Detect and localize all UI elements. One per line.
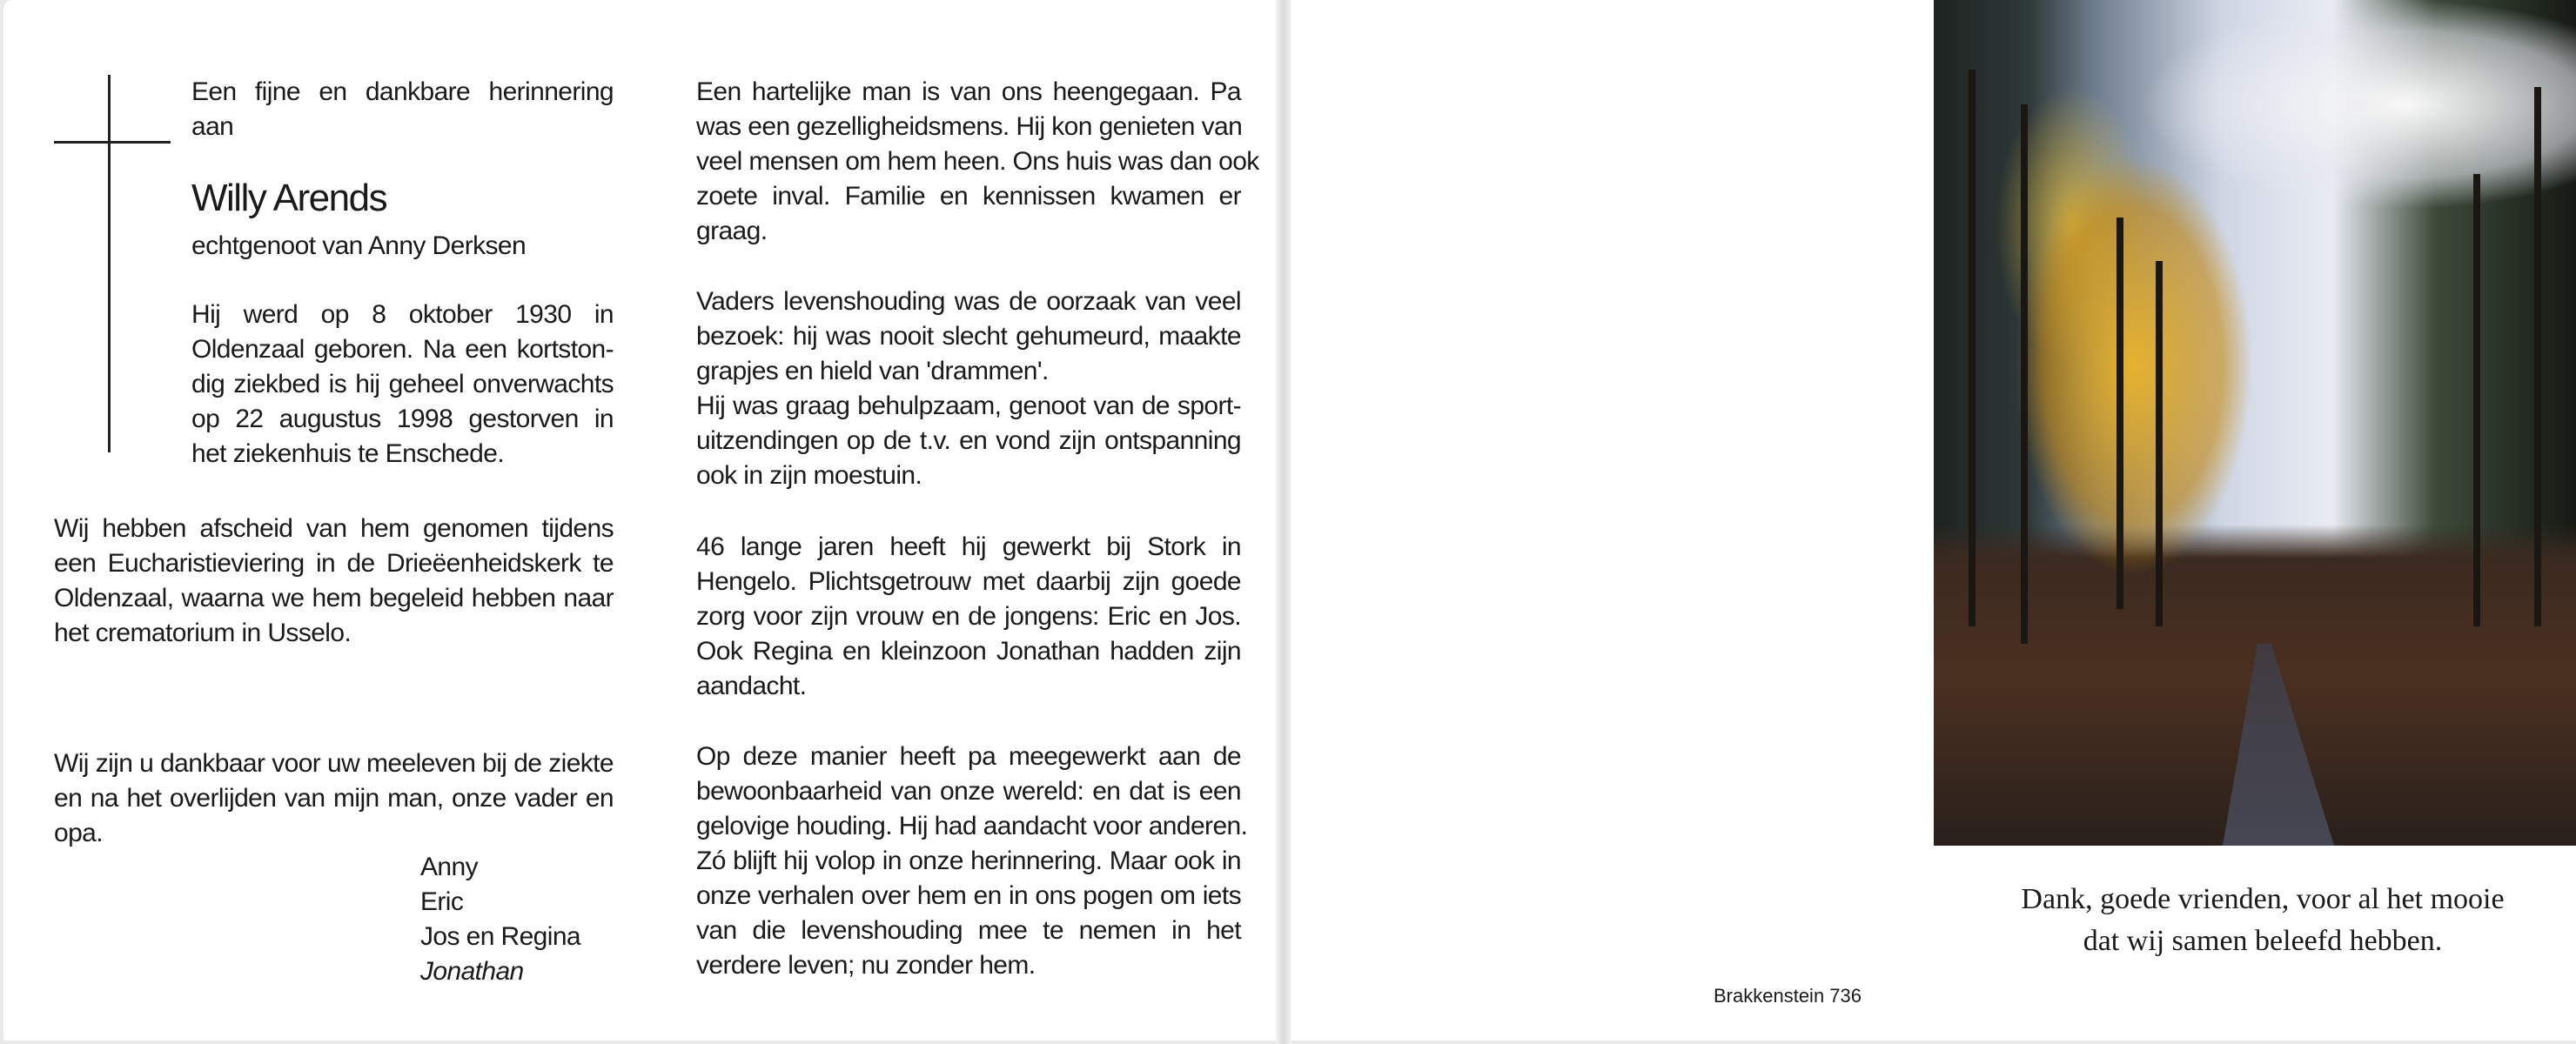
text-line: graag. (696, 217, 768, 245)
caption-line: dat wij samen beleefd hebben. (2083, 925, 2443, 957)
text-line: Een hartelijke man is van ons heengegaan. Pa (696, 77, 1241, 106)
text-line: verdere leven; nu zonder hem. (696, 951, 1036, 980)
paragraph-hobbies (696, 389, 1241, 493)
text-line: een Eucharistieviering in de Drieëenheidskerk te (54, 549, 614, 578)
spouse-line: echtgenoot van Anny Derksen (191, 231, 527, 260)
tree-trunk (2156, 261, 2163, 626)
text-line: was een gezelligheidsmens. Hij kon genieten van (696, 112, 1243, 141)
text-line: Hij was graag behulpzaam, genoot van de sport- (696, 392, 1241, 420)
text-line: Hengelo. Plichtsgetrouw met daarbij zijn goede (696, 567, 1241, 596)
text-line: Wij zijn u dankbaar voor uw meeleven bij de ziekte (54, 749, 614, 778)
signer: Jonathan (420, 957, 524, 986)
text-line: het ziekenhuis te Enschede. (191, 439, 505, 468)
text-line: van die levenshouding mee te nemen in het (696, 916, 1241, 945)
text-line: Zó blijft hij volop in onze herinnering. Maar ook in (696, 847, 1241, 875)
paragraph-legacy (696, 740, 1248, 983)
text-line: 46 lange jaren heeft hij gewerkt bij Stork in (696, 532, 1241, 561)
text-line: dig ziekbed is hij geheel onverwachts (191, 370, 614, 398)
autumn-forest-photo (1934, 0, 2576, 846)
signer: Jos en Regina (420, 922, 580, 951)
text-line: Oldenzaal, waarna we hem begeleid hebben naar (54, 584, 614, 612)
tree-trunk (2116, 218, 2123, 609)
signers (420, 850, 580, 989)
text-line: aan (191, 112, 234, 141)
text-line: Vaders levenshouding was de oorzaak van veel (696, 287, 1241, 316)
text-line: bezoek: hij was nooit slecht gehumeurd, maakte (696, 322, 1241, 351)
life-text (191, 298, 614, 472)
text-line: uitzendingen op de t.v. en vond zijn ontspanning (696, 426, 1241, 455)
signer: Anny (420, 853, 478, 881)
publisher-mark: Brakkenstein 736 (1714, 985, 1862, 1007)
text-line: aandacht. (696, 672, 807, 700)
cross-icon-bar (54, 141, 171, 144)
text-line: opa. (54, 819, 103, 847)
text-line: zoete inval. Familie en kennissen kwamen er (696, 182, 1241, 211)
card-fold (1276, 0, 1291, 1044)
text-line: Op deze manier heeft pa meegewerkt aan de (696, 742, 1241, 771)
tree-trunk (2473, 174, 2480, 626)
text-line: grapjes en hield van 'drammen'. (696, 357, 1049, 385)
tree-trunk (1969, 70, 1976, 626)
text-line: en na het overlijden van mijn man, onze vader en (54, 784, 614, 813)
cross-icon (108, 75, 111, 452)
text-line: Een fijne en dankbare herinnering (191, 77, 614, 106)
text-line: veel mensen om hem heen. Ons huis was dan ook (696, 147, 1259, 176)
text-line: Wij hebben afscheid van hem genomen tijdens (54, 514, 614, 543)
deceased-name: Willy Arends (191, 177, 387, 219)
text-line: Ook Regina en kleinzoon Jonathan hadden zijn (696, 637, 1241, 666)
intro-text (191, 75, 614, 144)
caption (1958, 879, 2567, 962)
paragraph-work (696, 530, 1241, 704)
text-line: onze verhalen over hem en in ons pogen om iets (696, 881, 1241, 910)
text-line: zorg voor zijn vrouw en de jongens: Eric en Jos. (696, 602, 1241, 631)
text-line: het crematorium in Usselo. (54, 619, 352, 647)
text-line: Hij werd op 8 oktober 1930 in (191, 300, 614, 329)
paragraph-outlook (696, 284, 1241, 389)
farewell-text (54, 512, 614, 651)
paragraph-character (696, 75, 1259, 249)
text-line: Oldenzaal geboren. Na een kortston- (191, 335, 614, 364)
caption-line: Dank, goede vrienden, voor al het mooie (2021, 883, 2505, 915)
signer: Eric (420, 887, 464, 916)
tree-trunk (2534, 87, 2541, 626)
text-line: op 22 augustus 1998 gestorven in (191, 405, 614, 433)
forest-path (2195, 644, 2334, 846)
thanks-text (54, 746, 614, 851)
text-line: gelovige houding. Hij had aandacht voor anderen. (696, 812, 1248, 840)
text-line: ook in zijn moestuin. (696, 461, 922, 490)
tree-trunk (2021, 104, 2028, 644)
text-line: bewoonbaarheid van onze wereld: en dat is een (696, 777, 1241, 806)
